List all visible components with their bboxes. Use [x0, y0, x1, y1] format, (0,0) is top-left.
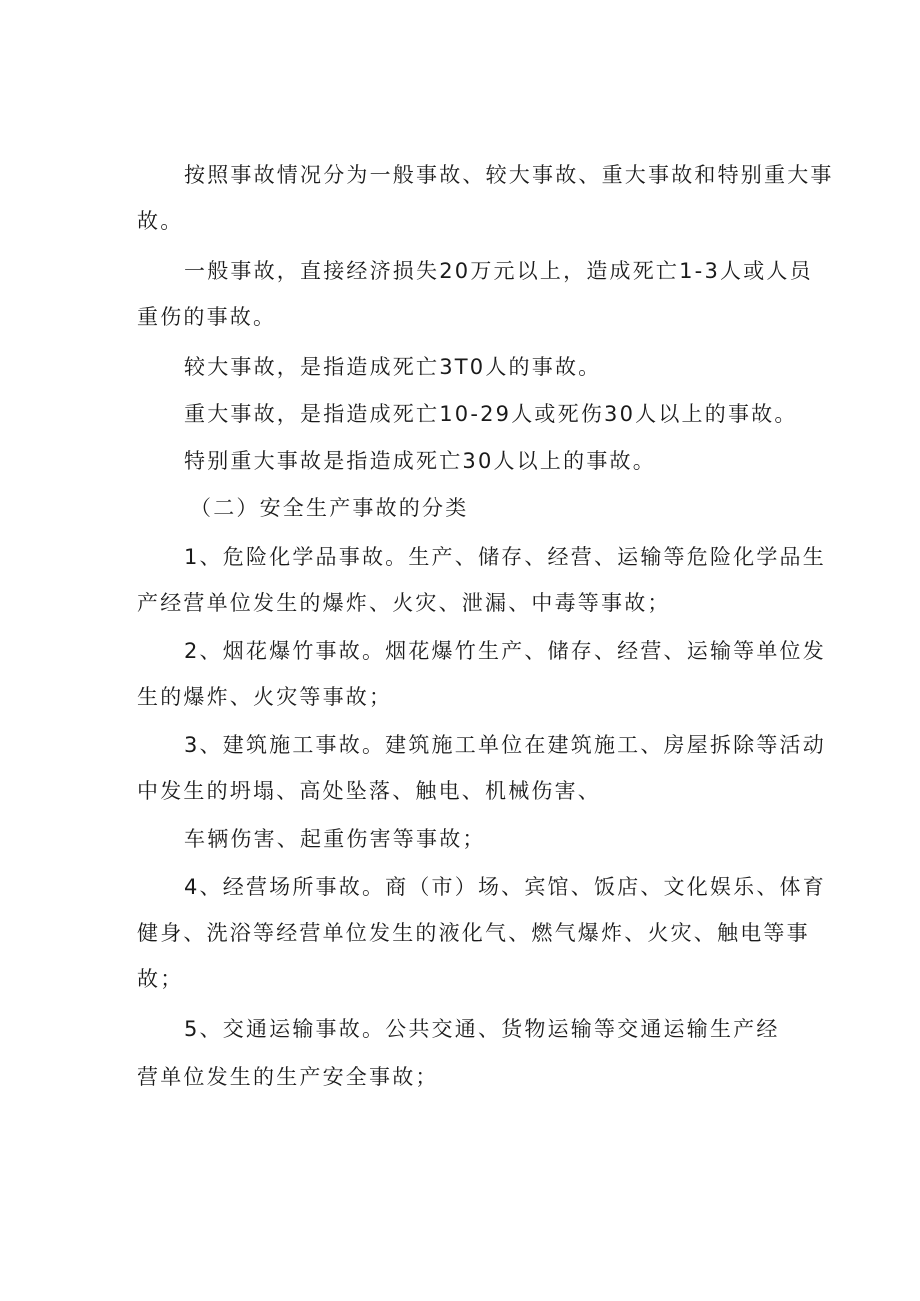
- paragraph-line: 重大事故，是指造成死亡10-29人或死伤30人以上的事故。: [184, 402, 798, 426]
- paragraph-line: 车辆伤害、起重伤害等事故；: [184, 827, 486, 851]
- section-heading: （二）安全生产事故的分类: [190, 496, 469, 520]
- paragraph-line: 健身、洗浴等经营单位发生的液化气、燃气爆炸、火灾、触电等事: [137, 921, 810, 945]
- paragraph-line: 4、经营场所事故。商（市）场、宾馆、饭店、文化娱乐、体育: [184, 875, 826, 899]
- paragraph-line: 一般事故，直接经济损失20万元以上，造成死亡1-3人或人员: [184, 259, 813, 283]
- paragraph-line: 2、烟花爆竹事故。烟花爆竹生产、储存、经营、运输等单位发: [184, 639, 826, 663]
- paragraph-line: 1、危险化学品事故。生产、储存、经营、运输等危险化学品生: [184, 545, 826, 569]
- paragraph-line: 较大事故，是指造成死亡3T0人的事故。: [184, 355, 602, 379]
- paragraph-line: 生的爆炸、火灾等事故；: [137, 685, 393, 709]
- paragraph-line: 故。: [137, 209, 184, 233]
- paragraph-line: 按照事故情况分为一般事故、较大事故、重大事故和特别重大事: [184, 163, 834, 187]
- paragraph-line: 重伤的事故。: [137, 305, 277, 329]
- paragraph-line: 5、交通运输事故。公共交通、货物运输等交通运输生产经: [184, 1017, 780, 1041]
- paragraph-line: 中发生的坍塌、高处坠落、触电、机械伤害、: [137, 779, 601, 803]
- paragraph-line: 营单位发生的生产安全事故；: [137, 1065, 439, 1089]
- paragraph-line: 故；: [137, 967, 184, 991]
- paragraph-line: 特别重大事故是指造成死亡30人以上的事故。: [184, 449, 656, 473]
- paragraph-line: 3、建筑施工事故。建筑施工单位在建筑施工、房屋拆除等活动: [184, 733, 826, 757]
- paragraph-line: 产经营单位发生的爆炸、火灾、泄漏、中毒等事故；: [137, 591, 671, 615]
